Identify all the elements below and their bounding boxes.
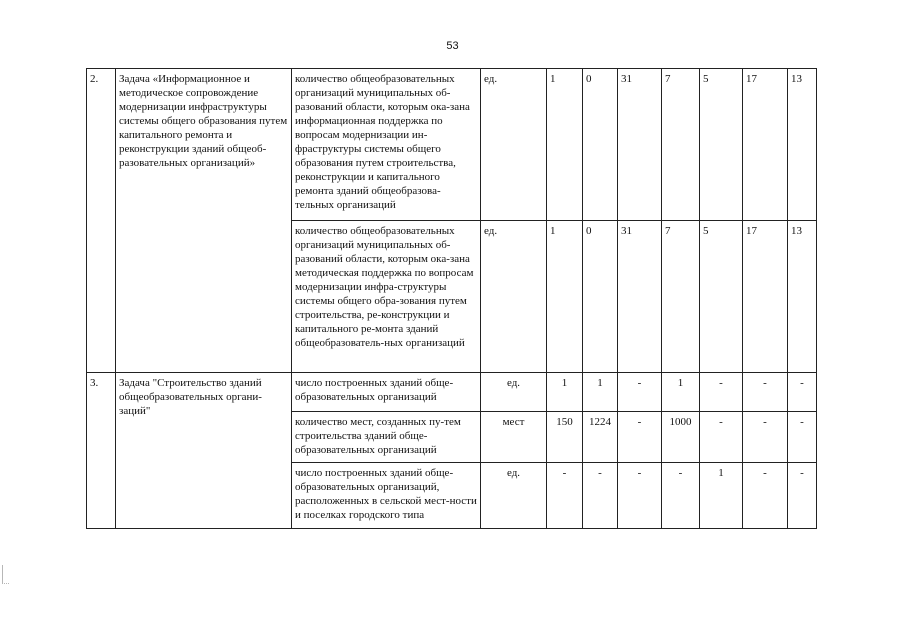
indicators-table [86,68,817,529]
value-cell: - [583,463,618,529]
value-cell: 1224 [583,412,618,463]
value-cell: 1 [547,373,583,412]
value-cell: - [743,463,788,529]
value-cell: - [547,463,583,529]
value-cell: - [743,373,788,412]
unit-cell: ед. [481,373,547,412]
value-cell: 1 [547,221,583,373]
value-cell: - [700,412,743,463]
indicator-name: количество общеобразовательных организаций муниципальных об-разований области, которым ока-зана информационная поддержка по вопросам модернизации ин-фраструктуры системы общего образования путем строительства, реконструкции и капитального ремонта зданий общеобразова-тельных организаций [292,69,481,221]
value-cell: - [788,463,817,529]
value-cell: 1 [662,373,700,412]
value-cell: 1 [583,373,618,412]
value-cell: 1 [700,463,743,529]
unit-cell: мест [481,412,547,463]
value-cell: 13 [788,221,817,373]
indicator-name: количество общеобразовательных организаций муниципальных об-разований области, которым ока-зана методическая поддержка по вопросам модернизации инфра-структуры системы общего обра-зования путем строительства, ре-конструкции и капитального ре-монта зданий общеобразователь-ных организаций [292,221,481,373]
table-row [87,69,817,221]
value-cell: 17 [743,69,788,221]
value-cell: - [788,412,817,463]
value-cell: 17 [743,221,788,373]
value-cell: 31 [618,69,662,221]
value-cell: - [618,463,662,529]
value-cell: 13 [788,69,817,221]
value-cell: - [700,373,743,412]
task-number: 2. [87,69,116,373]
indicator-name: число построенных зданий обще-образовательных организаций [292,373,481,412]
value-cell: 7 [662,221,700,373]
margin-scan-mark [2,565,9,584]
value-cell: - [788,373,817,412]
value-cell: 1 [547,69,583,221]
value-cell: - [618,412,662,463]
indicator-name: число построенных зданий обще-образовательных организаций, расположенных в сельской мест-ности и поселках городского типа [292,463,481,529]
value-cell: 5 [700,69,743,221]
value-cell: - [743,412,788,463]
indicator-name: количество мест, созданных пу-тем строительства зданий обще-образовательных организаций [292,412,481,463]
value-cell: 1000 [662,412,700,463]
value-cell: - [662,463,700,529]
value-cell: 0 [583,221,618,373]
value-cell: 150 [547,412,583,463]
unit-cell: ед. [481,221,547,373]
task-number: 3. [87,373,116,529]
page-number: 53 [446,40,459,52]
task-name: Задача «Информационное и методическое сопровождение модернизации инфраструктуры системы общего образования путем капитального ремонта и реконструкции зданий общеоб-разовательных организаций» [116,69,292,373]
unit-cell: ед. [481,463,547,529]
value-cell: 31 [618,221,662,373]
value-cell: 7 [662,69,700,221]
value-cell: 5 [700,221,743,373]
table-row [87,373,817,412]
value-cell: - [618,373,662,412]
value-cell: 0 [583,69,618,221]
unit-cell: ед. [481,69,547,221]
task-name: Задача "Строительство зданий общеобразовательных органи-заций" [116,373,292,529]
